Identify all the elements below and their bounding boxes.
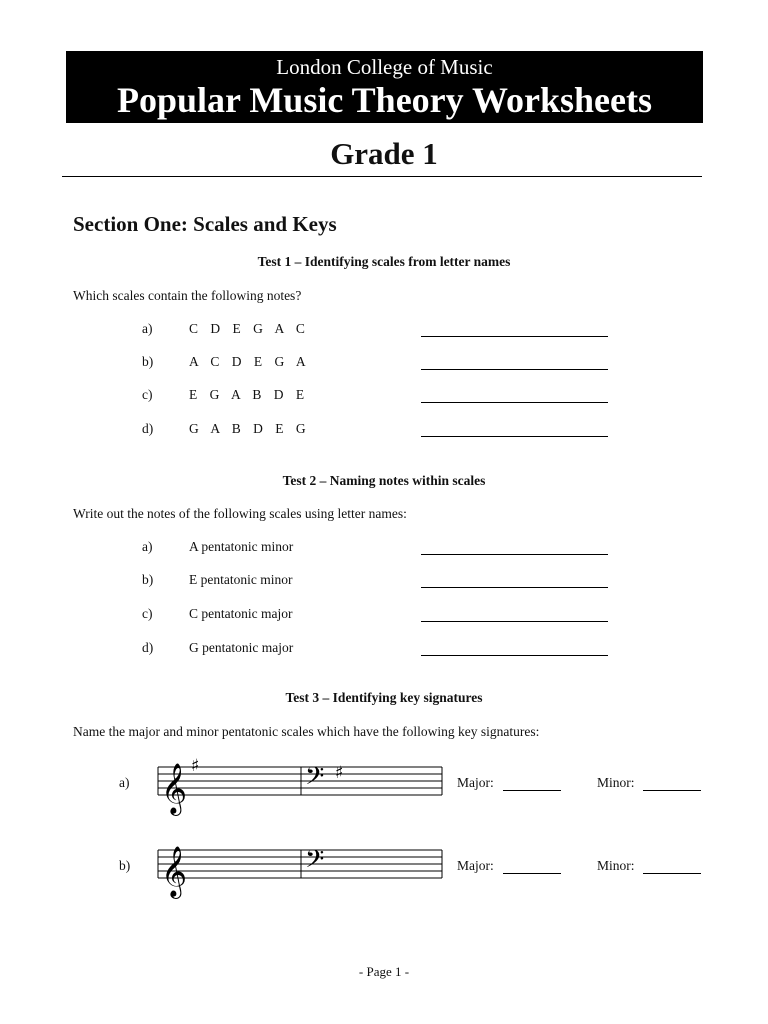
question-label: d) (142, 421, 154, 436)
answer-line[interactable] (421, 402, 608, 403)
question-label: d) (142, 640, 154, 655)
test-2-question-d (0, 640, 768, 660)
test-2-question-b (0, 572, 768, 592)
test-2-question-a (0, 539, 768, 559)
test-2-title: Test 2 – Naming notes within scales (282, 473, 486, 488)
test-2-instruction: Write out the notes of the following scales using letter names: (73, 506, 407, 521)
question-label: a) (119, 775, 130, 790)
bass-clef-icon: 𝄢 (305, 762, 325, 797)
question-notes: C D E G A C (189, 321, 310, 336)
sharp-icon: ♯ (191, 757, 200, 776)
test-1-title: Test 1 – Identifying scales from letter names (257, 254, 511, 269)
answer-line[interactable] (421, 436, 608, 437)
treble-clef-icon: 𝄞 (161, 763, 188, 814)
question-notes: E G A B D E (189, 387, 309, 402)
test-3-item-a (0, 757, 768, 835)
answer-line[interactable] (421, 621, 608, 622)
test-1-question-c (0, 387, 768, 407)
question-label: a) (142, 321, 153, 336)
organization-name: London College of Music (276, 55, 493, 79)
question-label: c) (142, 387, 153, 402)
test-3-title: Test 3 – Identifying key signatures (285, 690, 483, 705)
bass-clef-icon: 𝄢 (305, 845, 325, 880)
major-label: Major: (457, 858, 494, 873)
answer-line[interactable] (421, 369, 608, 370)
question-scale: E pentatonic minor (189, 572, 293, 587)
answer-line[interactable] (421, 587, 608, 588)
question-scale: C pentatonic major (189, 606, 293, 621)
question-scale: A pentatonic minor (189, 539, 294, 554)
question-label: b) (142, 354, 154, 369)
answer-line[interactable] (421, 655, 608, 656)
test-2-question-c (0, 606, 768, 626)
question-label: b) (119, 858, 131, 873)
test-1-question-a (0, 321, 768, 341)
staff-lines (158, 767, 442, 795)
divider (62, 176, 702, 177)
minor-answer-line[interactable] (643, 790, 701, 791)
test-1-question-d (0, 421, 768, 441)
question-label: c) (142, 606, 153, 621)
staff-lines (158, 850, 442, 878)
major-answer-line[interactable] (503, 790, 561, 791)
page-number: - Page 1 - (358, 964, 410, 979)
major-label: Major: (457, 775, 494, 790)
minor-answer-line[interactable] (643, 873, 701, 874)
test-1-question-b (0, 354, 768, 374)
section-heading: Section One: Scales and Keys (73, 212, 337, 236)
minor-label: Minor: (597, 858, 635, 873)
staff-key-signature-a (155, 757, 445, 817)
sharp-icon: ♯ (335, 763, 344, 783)
staff-key-signature-b (155, 840, 445, 900)
answer-line[interactable] (421, 554, 608, 555)
test-3-item-b (0, 845, 768, 918)
grade-heading: Grade 1 (330, 136, 438, 171)
test-3-instruction: Name the major and minor pentatonic scales which have the following key signatures: (73, 724, 540, 739)
question-scale: G pentatonic major (189, 640, 294, 655)
treble-clef-icon: 𝄞 (161, 846, 188, 897)
header-banner (66, 51, 703, 123)
answer-line[interactable] (421, 336, 608, 337)
question-notes: A C D E G A (189, 354, 311, 369)
question-notes: G A B D E G (189, 421, 311, 436)
minor-label: Minor: (597, 775, 635, 790)
question-label: b) (142, 572, 154, 587)
question-label: a) (142, 539, 153, 554)
major-answer-line[interactable] (503, 873, 561, 874)
worksheet-title: Popular Music Theory Worksheets (116, 80, 653, 120)
test-1-instruction: Which scales contain the following notes? (73, 288, 302, 303)
